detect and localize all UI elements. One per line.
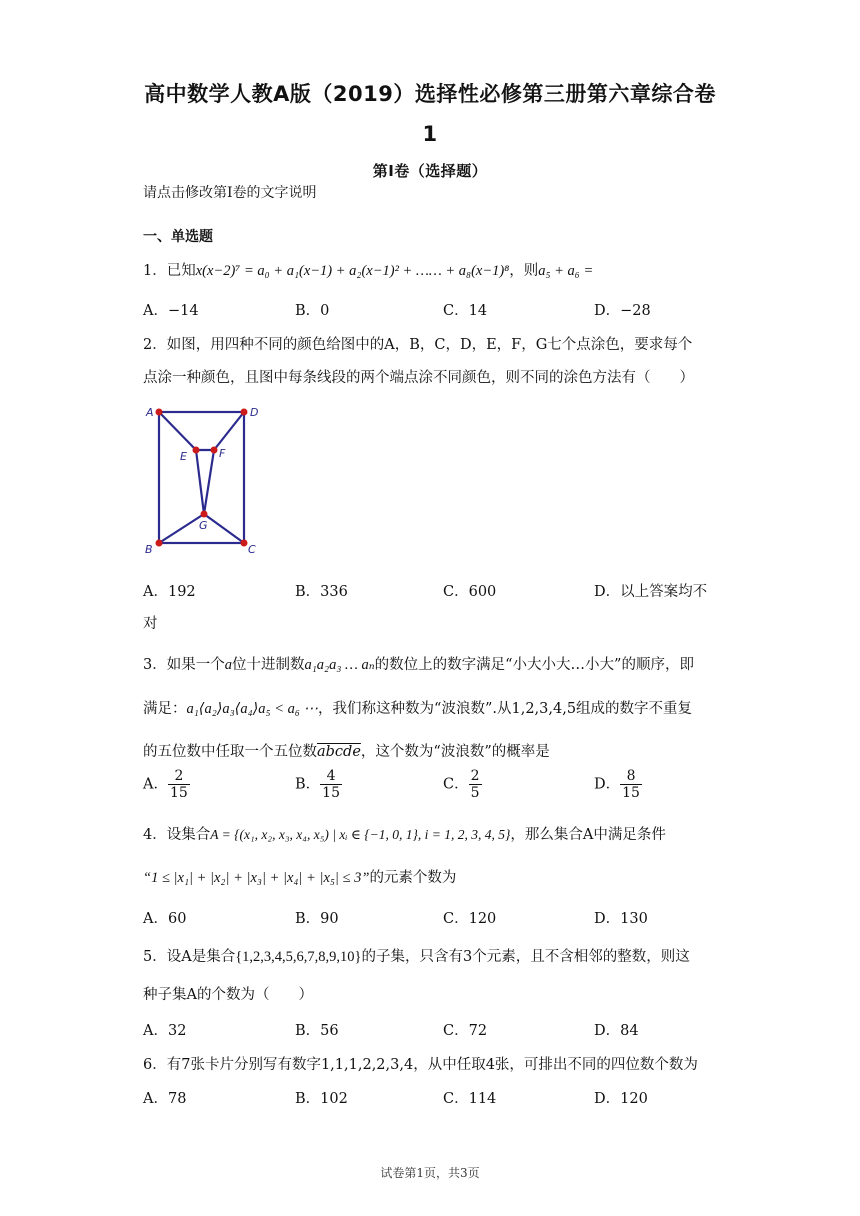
stem-math: a₁a₂a₃ … aₙ xyxy=(304,657,375,673)
stem-text: 设集合 xyxy=(166,827,211,843)
point-a xyxy=(156,409,163,416)
question-1-stem xyxy=(143,259,593,280)
stem-text: 已知 xyxy=(166,263,196,279)
stem-math: {1,2,3,4,5,6,7,8,9,10} xyxy=(235,949,362,965)
point-c xyxy=(241,540,248,547)
option-a[interactable]: A．60 xyxy=(143,911,187,927)
part-title: 第Ⅰ卷（选择题） xyxy=(372,162,488,180)
question-2-stem-line1 xyxy=(143,333,692,354)
option-b[interactable] xyxy=(295,768,342,801)
option-c[interactable]: C．600 xyxy=(443,584,497,600)
option-label: D． xyxy=(594,776,621,793)
stem-text: 满足： xyxy=(143,701,187,717)
question-number: 3． xyxy=(143,657,167,673)
stem-text: 的子集，只含有3个元素，且不含相邻的整数，则这 xyxy=(361,949,690,965)
label-g: G xyxy=(199,519,208,532)
question-3-stem-line1 xyxy=(143,653,694,674)
question-number: 2． xyxy=(143,337,167,353)
numerator: 2 xyxy=(168,768,190,785)
stem-text: ，则 xyxy=(509,263,539,279)
option-fraction xyxy=(168,768,190,801)
page-footer: 试卷第1页，共3页 xyxy=(380,1166,480,1180)
option-fraction xyxy=(320,768,342,801)
question-number: 5． xyxy=(143,949,167,965)
option-d[interactable] xyxy=(594,768,642,801)
denominator: 15 xyxy=(322,785,340,801)
option-label: C． xyxy=(443,776,469,793)
numerator: 2 xyxy=(470,768,480,784)
option-fraction xyxy=(620,768,642,801)
stem-text: ，我们称这种数为“波浪数”.从1,2,3,4,5组成的数字不重复 xyxy=(318,701,693,717)
option-a[interactable]: A．−14 xyxy=(143,303,199,319)
question-2-figure xyxy=(140,400,270,560)
question-5-stem-line2: 种子集A的个数为（ ） xyxy=(143,987,313,1003)
part-note[interactable]: 请点击修改第I卷的文字说明 xyxy=(143,185,317,201)
option-label: A． xyxy=(143,776,168,793)
label-c: C xyxy=(248,543,256,556)
option-c[interactable]: C．14 xyxy=(443,303,488,319)
label-a: A xyxy=(146,406,154,419)
stem-math: a₁⟨a₂⟩a₃⟨a₄⟩a₅ < a₆ ⋯ xyxy=(186,701,319,717)
stem-math: “1 ≤ |x₁| + |x₂| + |x₃| + |x₄| + |x₅| ≤ 3” xyxy=(143,870,370,886)
stem-text: 如果一个 xyxy=(166,657,225,673)
option-a[interactable]: A．78 xyxy=(143,1091,187,1107)
section-title: 一、单选题 xyxy=(143,229,213,245)
stem-text: 的五位数中任取一个五位数 xyxy=(143,744,317,760)
stem-text: 位十进制数 xyxy=(231,657,305,673)
option-b[interactable]: B．90 xyxy=(295,911,339,927)
stem-math: x(x−2)⁷ = a₀ + a₁(x−1) + a₂(x−1)² + …… + a₈(x−1)⁸ xyxy=(195,263,510,279)
stem-text: 的元素个数为 xyxy=(369,870,457,886)
stem-text: 的数位上的数字满足“小大小大…小大”的顺序，即 xyxy=(374,657,694,673)
stem-text: 设A是集合 xyxy=(166,949,236,965)
option-c[interactable]: C．120 xyxy=(443,911,497,927)
numerator: 4 xyxy=(320,768,342,785)
stem-math: a xyxy=(224,657,232,673)
stem-math: A = {(x₁, x₂, x₃, x₄, x₅) | xᵢ ∈ {−1, 0, 1}, i = 1, 2, 3, 4, 5} xyxy=(210,827,511,842)
option-d[interactable]: D．−28 xyxy=(594,303,651,319)
question-6-stem xyxy=(143,1053,698,1074)
option-fraction xyxy=(469,768,482,801)
option-c[interactable] xyxy=(443,768,482,801)
stem-text: ，那么集合A中满足条件 xyxy=(510,827,666,843)
question-number: 6． xyxy=(143,1057,167,1073)
option-b[interactable]: B．336 xyxy=(295,584,348,600)
option-a[interactable]: A．192 xyxy=(143,584,196,600)
denominator: 15 xyxy=(169,785,188,801)
question-number: 1． xyxy=(143,263,167,279)
denominator: 5 xyxy=(470,785,480,801)
question-number: 4． xyxy=(143,827,167,843)
document-title-line2: 1 xyxy=(422,122,438,146)
option-d-wrap: 对 xyxy=(143,616,158,632)
question-4-stem-line1 xyxy=(143,823,666,844)
option-a[interactable]: A．32 xyxy=(143,1023,187,1039)
stem-text: 如图，用四种不同的颜色给图中的A，B，C，D，E，F，G七个点涂色，要求每个 xyxy=(166,337,693,353)
point-f xyxy=(211,447,218,454)
option-c[interactable]: C．72 xyxy=(443,1023,488,1039)
point-g xyxy=(201,511,208,518)
numerator: 8 xyxy=(620,768,642,785)
option-d[interactable]: D．以上答案均不 xyxy=(594,584,708,600)
document-title: 高中数学人教A版（2019）选择性必修第三册第六章综合卷 xyxy=(144,82,716,106)
point-b xyxy=(156,540,163,547)
label-e: E xyxy=(180,450,187,463)
option-c[interactable]: C．114 xyxy=(443,1091,497,1107)
option-d[interactable]: D．120 xyxy=(594,1091,648,1107)
question-4-stem-line2 xyxy=(143,866,456,887)
denominator: 15 xyxy=(622,785,640,801)
option-a[interactable] xyxy=(143,768,190,801)
stem-text: ，这个数为“波浪数”的概率是 xyxy=(360,744,550,760)
question-5-stem-line1 xyxy=(143,945,690,966)
option-d[interactable]: D．130 xyxy=(594,911,648,927)
option-label: B． xyxy=(295,776,321,793)
label-b: B xyxy=(145,543,153,556)
option-b[interactable]: B．0 xyxy=(295,303,330,319)
question-3-stem-line2 xyxy=(143,697,692,718)
option-b[interactable]: B．56 xyxy=(295,1023,339,1039)
stem-math: a₅ + a₆ = xyxy=(538,263,594,279)
option-b[interactable]: B．102 xyxy=(295,1091,348,1107)
point-d xyxy=(241,409,248,416)
stem-math: abcde xyxy=(317,744,361,760)
label-f: F xyxy=(219,447,226,460)
label-d: D xyxy=(250,406,259,419)
option-d[interactable]: D．84 xyxy=(594,1023,639,1039)
point-e xyxy=(193,447,200,454)
stem-text: 有7张卡片分别写有数字1,1,1,2,2,3,4，从中任取4张，可排出不同的四位数个数为 xyxy=(166,1057,698,1073)
question-3-stem-line3 xyxy=(143,740,550,761)
question-2-stem-line2: 点涂一种颜色，且图中每条线段的两个端点涂不同颜色，则不同的涂色方法有（ ） xyxy=(143,370,694,386)
